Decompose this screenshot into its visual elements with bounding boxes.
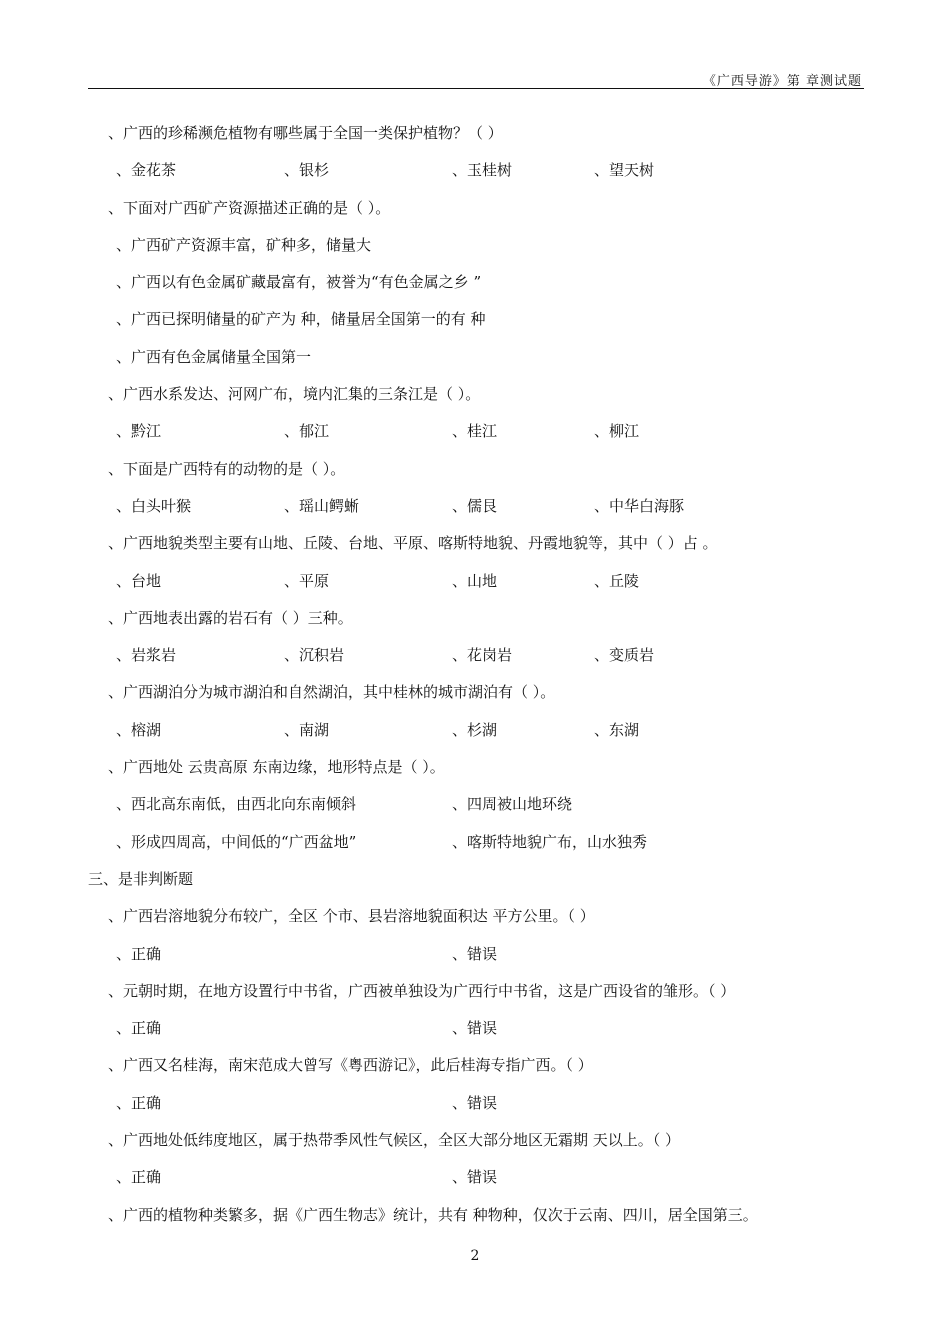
option-a: 、白头叶猴 bbox=[116, 496, 192, 515]
question-8: 、广西地处 云贵高原 东南边缘，地形特点是（ ）。 bbox=[108, 758, 445, 777]
section-title: 三、是非判断题 bbox=[88, 869, 194, 888]
option-b: 、平原 bbox=[284, 571, 330, 590]
option-d: 、丘陵 bbox=[594, 571, 640, 590]
question-1-options bbox=[88, 155, 864, 192]
page-header-title: 《广西导游》第 章测试题 bbox=[702, 74, 862, 89]
option-d: 、望天树 bbox=[594, 161, 655, 180]
option-a: 、金花茶 bbox=[116, 161, 177, 180]
question-8-options-row-1 bbox=[88, 789, 864, 826]
judgment-question-1: 、广西岩溶地貌分布较广，全区 个市、县岩溶地貌面积达 平方公里。（ ） bbox=[108, 907, 595, 926]
question-4-options bbox=[88, 491, 864, 528]
judgment-question-3-options bbox=[88, 1088, 864, 1125]
question-3: 、广西水系发达、河网广布，境内汇集的三条江是（ ）。 bbox=[108, 385, 481, 404]
judgment-question-3: 、广西又名桂海，南宋范成大曾写《粤西游记》，此后桂海专指广西。（ ） bbox=[108, 1056, 593, 1075]
question-6: 、广西地表出露的岩石有（ ）三种。 bbox=[108, 608, 353, 627]
option-true: 、正确 bbox=[116, 1019, 162, 1038]
option-b: 、银杉 bbox=[284, 161, 330, 180]
judgment-question-4: 、广西地处低纬度地区，属于热带季风性气候区，全区大部分地区无霜期 天以上。（ ） bbox=[108, 1131, 681, 1150]
option-c: 、山地 bbox=[452, 571, 498, 590]
option-b: 、广西以有色金属矿藏最富有，被誉为“有色金属之乡 ” bbox=[116, 273, 482, 292]
question-2: 、下面对广西矿产资源描述正确的是（ ）。 bbox=[108, 198, 391, 217]
option-c: 、玉桂树 bbox=[452, 161, 513, 180]
option-false: 、错误 bbox=[452, 1168, 498, 1187]
option-c: 、形成四周高，中间低的“广西盆地” bbox=[116, 832, 357, 851]
option-d: 、柳江 bbox=[594, 422, 640, 441]
option-c: 、杉湖 bbox=[452, 720, 498, 739]
option-c: 、儒艮 bbox=[452, 496, 498, 515]
option-b: 、四周被山地环绕 bbox=[452, 795, 573, 814]
option-a: 、榕湖 bbox=[116, 720, 162, 739]
option-b: 、沉积岩 bbox=[284, 646, 345, 665]
header-rule bbox=[88, 88, 864, 89]
option-d: 、喀斯特地貌广布，山水独秀 bbox=[452, 832, 648, 851]
judgment-question-4-options bbox=[88, 1162, 864, 1199]
option-true: 、正确 bbox=[116, 1093, 162, 1112]
page-number: 2 bbox=[470, 1248, 480, 1264]
option-c: 、桂江 bbox=[452, 422, 498, 441]
question-8-options-row-2 bbox=[88, 827, 864, 864]
question-4: 、下面是广西特有的动物的是（ ）。 bbox=[108, 459, 346, 478]
question-5: 、广西地貌类型主要有山地、丘陵、台地、平原、喀斯特地貌、丹霞地貌等，其中（ ）占 。 bbox=[108, 534, 718, 553]
question-3-options bbox=[88, 416, 864, 453]
question-7-options bbox=[88, 715, 864, 752]
option-a: 、黔江 bbox=[116, 422, 162, 441]
option-a: 、岩浆岩 bbox=[116, 646, 177, 665]
option-d: 、变质岩 bbox=[594, 646, 655, 665]
judgment-question-2-options bbox=[88, 1013, 864, 1050]
question-5-options bbox=[88, 566, 864, 603]
question-1: 、广西的珍稀濒危植物有哪些属于全国一类保护植物？（ ） bbox=[108, 124, 503, 142]
judgment-question-1-options bbox=[88, 939, 864, 976]
option-false: 、错误 bbox=[452, 1093, 498, 1112]
option-b: 、郁江 bbox=[284, 422, 330, 441]
option-true: 、正确 bbox=[116, 944, 162, 963]
option-c: 、花岗岩 bbox=[452, 646, 513, 665]
option-true: 、正确 bbox=[116, 1168, 162, 1187]
document-body bbox=[88, 118, 864, 1237]
option-false: 、错误 bbox=[452, 944, 498, 963]
question-7: 、广西湖泊分为城市湖泊和自然湖泊，其中桂林的城市湖泊有（ ）。 bbox=[108, 683, 556, 702]
option-a: 、广西矿产资源丰富，矿种多，储量大 bbox=[116, 235, 372, 254]
option-d: 、广西有色金属储量全国第一 bbox=[116, 347, 312, 366]
option-d: 、中华白海豚 bbox=[594, 496, 685, 515]
option-b: 、南湖 bbox=[284, 720, 330, 739]
option-b: 、瑶山鳄蜥 bbox=[284, 496, 360, 515]
option-d: 、东湖 bbox=[594, 720, 640, 739]
option-false: 、错误 bbox=[452, 1019, 498, 1038]
option-a: 、台地 bbox=[116, 571, 162, 590]
judgment-question-2: 、元朝时期，在地方设置行中书省，广西被单独设为广西行中书省，这是广西设省的雏形。（ ） bbox=[108, 981, 736, 1000]
question-6-options bbox=[88, 640, 864, 677]
judgment-question-5: 、广西的植物种类繁多，据《广西生物志》统计，共有 种物种，仅次于云南、四川，居全国第三。 bbox=[108, 1205, 758, 1224]
option-a: 、西北高东南低，由西北向东南倾斜 bbox=[116, 795, 357, 814]
option-c: 、广西已探明储量的矿产为 种，储量居全国第一的有 种 bbox=[116, 310, 486, 329]
